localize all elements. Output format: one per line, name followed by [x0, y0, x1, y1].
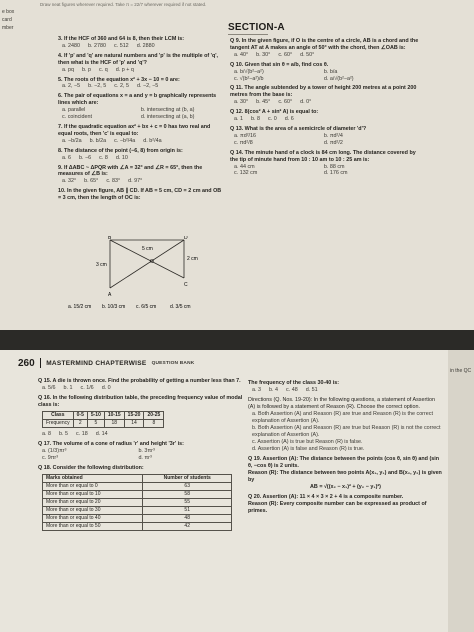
option: d. intersecting at (a, b): [140, 114, 195, 121]
table-cell: 63: [143, 483, 232, 491]
option: b. 65°: [84, 178, 99, 185]
table-cell: 55: [143, 499, 232, 507]
options: [58, 138, 223, 145]
page-gap: [0, 330, 474, 350]
head-divider: [40, 358, 42, 368]
options: [230, 164, 420, 178]
question-text: 3. If the HCF of 360 and 64 is 8, then their LCM is:: [58, 36, 185, 42]
option: c. 60°: [278, 99, 293, 106]
question: [38, 378, 243, 392]
table-cell: Number of students: [143, 475, 232, 483]
choice: c. Assertion (A) is true but Reason (R) is false.: [252, 439, 363, 445]
table-cell: 42: [143, 523, 232, 531]
options: [38, 448, 243, 462]
option: a. 44 cm: [234, 163, 255, 170]
table-cell: Frequency: [43, 420, 74, 428]
option: b. 30°: [256, 51, 271, 58]
option: c. 83°: [106, 178, 121, 185]
reason-text: Reason (R): Every composite number can be expressed as product of primes.: [248, 501, 427, 514]
question: [58, 77, 223, 91]
question: [248, 494, 443, 515]
side-label: e box: [2, 9, 15, 15]
question: [58, 93, 223, 121]
table-cell: 2: [73, 420, 87, 428]
option: d. 2880: [136, 42, 155, 49]
question: [58, 148, 223, 162]
question-text: 6. The pair of equations x = a and y = b graphically represents lines which are:: [58, 93, 217, 107]
question-text: The frequency of the class 30-40 is:: [248, 380, 340, 386]
fig-vertex-a: A: [108, 292, 112, 298]
option: d. 0: [101, 385, 111, 391]
options: [58, 178, 223, 185]
table-row: [43, 483, 232, 491]
fig-vertex-b: B: [108, 236, 112, 241]
question-text: Q 13. What is the area of a semicircle of diameter 'd'?: [230, 125, 367, 132]
option: a. 8: [42, 431, 51, 437]
table-cell: 14: [124, 420, 144, 428]
option: c. 132 cm: [234, 170, 258, 177]
option: b. 4: [269, 387, 278, 393]
triangles-figure: [66, 236, 206, 314]
option: c. 1/6: [80, 385, 94, 391]
table-row: [43, 507, 232, 515]
option: b. 3πr³: [138, 448, 155, 454]
question: [248, 456, 443, 491]
side-label: mber: [2, 25, 14, 31]
option: a. b/√(b²−a²): [234, 68, 264, 75]
options: [230, 69, 420, 83]
table-cell: More than or equal to 0: [43, 483, 143, 491]
option: c. q: [99, 66, 108, 73]
question-text: 5. The roots of the equation x² + 3x − 10 = 0 are:: [58, 76, 180, 83]
option: b. b/a: [323, 68, 338, 75]
fig-vertex-d: D: [184, 236, 188, 241]
table-cell: 48: [143, 515, 232, 523]
table-cell: 8: [144, 420, 164, 428]
choice: b. Both Assertion (A) and Reason (R) are true but Reason (R) is not the correct explanation of Assertion (A).: [252, 425, 441, 438]
table-row: [43, 420, 164, 428]
option: c. 0: [268, 116, 277, 123]
directions-text: Directions (Q. Nos. 19-20): In the following questions, a statement of Assertion (A) is followed by a statement of Reason (R). Choose the correct option.: [248, 397, 435, 410]
option: d. 51: [305, 387, 318, 393]
table-cell: 0-5: [73, 412, 87, 420]
option: c. 60°: [278, 51, 293, 58]
option: c. 18: [76, 431, 88, 437]
table-cell: More than or equal to 20: [43, 499, 143, 507]
question-text: Q 10. Given that sin θ = a/b, find cos θ.: [230, 61, 329, 68]
question: [230, 150, 420, 178]
option: d. πd²/2: [323, 139, 343, 146]
question-text: Q 14. The minute hand of a clock is 84 cm long. The distance covered by the tip of minute hand from 10 : 10 am to 10 : 25 am is:: [230, 149, 416, 163]
question-text: 10. In the given figure, AB ∥ CD. If AB = 5 cm, CD = 2 cm and OB = 3 cm, then the length of OC is:: [58, 188, 222, 202]
table-cell: 5-10: [87, 412, 104, 420]
question-text: Q 18. Consider the following distribution:: [38, 465, 144, 471]
option: a. −b/2a: [62, 137, 82, 144]
option: c. −b²/4a: [114, 137, 136, 144]
question: [58, 36, 223, 50]
options: [230, 99, 420, 106]
option: c. 48: [286, 387, 298, 393]
next-page-margin: [448, 350, 474, 632]
option: c. πd²/8: [234, 139, 253, 146]
reason-text: Reason (R): The distance between two points A(x₁, y₁) and B(x₂, y₂) is given by: [248, 470, 442, 483]
option: a. 2, −5: [62, 83, 81, 90]
distribution-table: [42, 411, 164, 428]
option: b. −2, 5: [88, 83, 107, 90]
question: [58, 188, 223, 202]
option: a. πd²/16: [234, 132, 256, 139]
table-cell: 18: [104, 420, 124, 428]
option: b. p: [82, 66, 91, 73]
option: d. a/√(b²−a²): [323, 75, 354, 82]
table-cell: More than or equal to 50: [43, 523, 143, 531]
side-labels: [2, 8, 32, 32]
question: [38, 395, 243, 438]
options: [230, 116, 420, 123]
question-text: Q 17. The volume of a cone of radius 'r' and height '3r' is:: [38, 441, 184, 447]
q10-option: b. 10/3 cm: [102, 304, 126, 310]
options: [58, 155, 223, 162]
question: [230, 62, 420, 83]
options: [230, 52, 420, 59]
q10-option: d. 3/5 cm: [170, 304, 191, 310]
question-text: Q 19. Assertion (A): The distance between the points (cos θ, sin θ) and (sin θ, −cos θ) is 2 units.: [248, 456, 440, 469]
option: d. 176 cm: [323, 170, 348, 177]
option: d. 97°: [128, 178, 143, 185]
option: d. b²/4a: [143, 137, 162, 144]
question: [230, 38, 420, 59]
choice: a. Both Assertion (A) and Reason (R) are true and Reason (R) is the correct explanation of Assertion (A).: [252, 411, 433, 424]
table-cell: 15-20: [124, 412, 144, 420]
option: c. coincident: [62, 114, 92, 121]
question: [38, 465, 243, 531]
fig-label-right: 2 cm: [187, 256, 198, 262]
option: a. 3: [252, 387, 261, 393]
assertion-choices: [248, 411, 443, 453]
option: a. 1: [234, 116, 243, 123]
table-row: [43, 515, 232, 523]
option: c. √(b²−a²)/b: [234, 75, 264, 82]
question-text: Q 15. A die is thrown once. Find the probability of getting a number less than 7.: [38, 378, 241, 384]
question: [230, 126, 420, 147]
table-cell: 58: [143, 491, 232, 499]
bottom-right-column: [248, 380, 443, 518]
option: b. b/2a: [89, 137, 107, 144]
question-text: 4. If 'p' and 'q' are natural numbers and 'p' is the multiple of 'q', then what is the HCF of 'p' and 'q'?: [58, 52, 219, 66]
option: b. 2780: [88, 42, 106, 49]
options: [58, 67, 223, 74]
option: d. 6: [284, 116, 294, 123]
question: [58, 53, 223, 74]
options: [230, 133, 420, 147]
fig-label-top: 5 cm: [142, 246, 153, 252]
question-text: 7. If the quadratic equation ax² + bx + c = 0 has two real and equal roots, then 'c' is equal to:: [58, 123, 211, 137]
left-question-column: [58, 36, 223, 205]
right-question-column: [230, 38, 420, 180]
question: [248, 380, 443, 394]
top-instruction-strip: Draw neat figures wherever required. Take π = 22/7 wherever required if not stated.: [40, 2, 207, 7]
running-head: [18, 356, 438, 370]
table-row: [43, 499, 232, 507]
table-row: [43, 523, 232, 531]
question: [230, 85, 420, 106]
question-text: 8. The distance of the point (−6, 8) from origin is:: [58, 147, 183, 154]
options: [58, 43, 223, 50]
brand-subtitle: QUESTION BANK: [151, 360, 195, 366]
q10-option: c. 6/5 cm: [136, 304, 157, 310]
table-row: [43, 475, 232, 483]
option: a. 6: [62, 154, 71, 161]
table-cell: More than or equal to 30: [43, 507, 143, 515]
option: a. 40°: [234, 51, 249, 58]
option: d. p + q: [115, 66, 134, 73]
option: a. 30°: [234, 99, 249, 106]
option: a. (1/3)πr³: [42, 448, 67, 454]
question-text: Q 20. Assertion (A): 11 × 4 × 3 × 2 + 4 is a composite number.: [248, 494, 404, 500]
options: [38, 385, 243, 392]
brand-title: MASTERMIND CHAPTERWISE: [46, 359, 147, 367]
margin-text: in the QC: [450, 368, 472, 374]
option: d. 14: [95, 431, 108, 437]
option: b. πd²/4: [323, 132, 343, 139]
bottom-page: [0, 350, 474, 632]
option: b. 88 cm: [323, 163, 345, 170]
option: a. 32°: [62, 178, 77, 185]
table-cell: Marks obtained: [43, 475, 143, 483]
table-row: [43, 491, 232, 499]
option: d. 10: [115, 154, 128, 161]
question: [58, 165, 223, 186]
table-cell: 20-25: [144, 412, 164, 420]
option: b. intersecting at (b, a): [140, 107, 195, 114]
choice: d. Assertion (A) is false and Reason (R) is true.: [252, 446, 365, 452]
option: d. πr³: [138, 455, 152, 461]
question-text: Q 16. In the following distribution table, the preceding frequency value of modal class is:: [38, 395, 243, 408]
option: b. 1: [63, 385, 73, 391]
option: a. parallel: [62, 107, 86, 114]
option: d. 50°: [300, 51, 315, 58]
options: [58, 83, 223, 90]
option: c. 9πr³: [42, 455, 58, 461]
option: d. −2, −5: [136, 83, 159, 90]
table-cell: Class: [43, 412, 74, 420]
page-number: 260: [18, 357, 35, 369]
table-row: [43, 412, 164, 420]
option: d. 0°: [300, 99, 312, 106]
question-text: 9. If ΔABC ~ ΔPQR with ∠A = 32° and ∠R = 65°, then the measures of ∠B is:: [58, 164, 203, 178]
option: b. 45°: [256, 99, 271, 106]
directions: [248, 397, 443, 453]
section-divider: [228, 34, 268, 35]
option: b. 8: [251, 116, 260, 123]
q10-option: a. 15/2 cm: [68, 304, 92, 310]
fig-vertex-o: O: [150, 259, 154, 265]
marks-table: [42, 474, 232, 531]
options: [248, 387, 443, 394]
question: [230, 109, 420, 123]
options: [38, 431, 243, 438]
bottom-left-column: [38, 378, 243, 534]
table-cell: 10-15: [104, 412, 124, 420]
option: c. 512: [114, 42, 129, 49]
option: a. pq: [62, 66, 74, 73]
question-text: Q 11. The angle subtended by a tower of height 200 metres at a point 200 metres from the base is:: [230, 85, 417, 99]
table-cell: More than or equal to 10: [43, 491, 143, 499]
options: [58, 107, 223, 121]
side-label: card: [2, 17, 12, 23]
question: [58, 124, 223, 145]
option: a. 5/6: [42, 385, 56, 391]
question: [38, 441, 243, 462]
fig-vertex-c: C: [184, 282, 188, 288]
table-cell: 5: [87, 420, 104, 428]
section-title: SECTION-A: [228, 22, 285, 33]
option: a. 2480: [62, 42, 80, 49]
option: b. 5: [59, 431, 68, 437]
option: c. 2, 5: [114, 83, 129, 90]
table-cell: 51: [143, 507, 232, 515]
table-cell: More than or equal to 40: [43, 515, 143, 523]
option: b. −6: [79, 154, 92, 161]
question-text: Q 12. 8(cos² A + sin² A) is equal to:: [230, 109, 319, 116]
option: c. 8: [99, 154, 108, 161]
question-text: Q 9. In the given figure, if O is the centre of a circle, AB is a chord and the tangent AT at A makes an angle of 50° with the chord, then ∠OAB is:: [230, 38, 419, 51]
fig-label-left: 3 cm: [96, 262, 107, 268]
distance-formula: AB = √((x₂ − x₁)² + (y₂ − y₁)²): [310, 484, 381, 490]
